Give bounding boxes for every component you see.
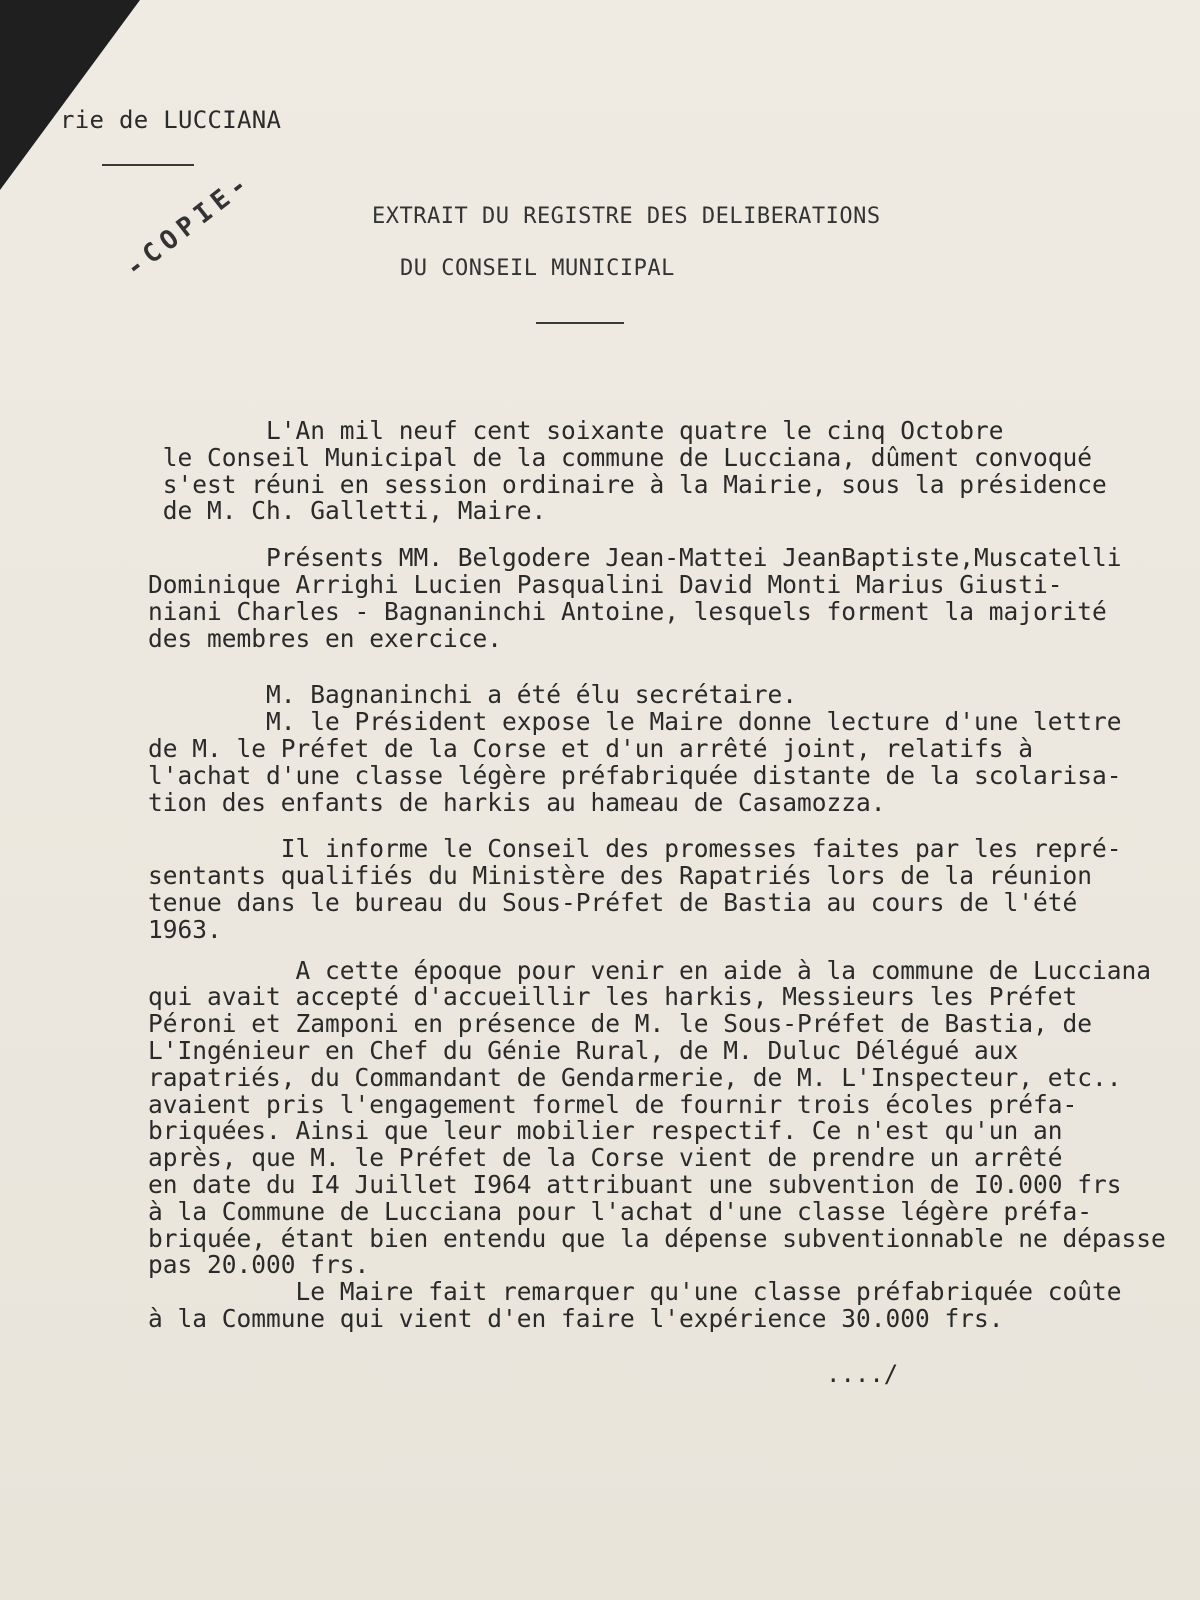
mairie-header: rie de LUCCIANA <box>60 106 282 134</box>
text-line: sentants qualifiés du Ministère des Rapatriés lors de la réunion <box>148 861 1093 891</box>
text-line: l'achat d'une classe légère préfabriquée distante de la scolarisa- <box>148 760 1122 790</box>
text-line: avaient pris l'engagement formel de fournir trois écoles préfa- <box>148 1089 1078 1119</box>
header-divider <box>102 164 194 166</box>
text-line: qui avait accepté d'accueillir les harkis, Messieurs les Préfet <box>148 982 1078 1012</box>
copie-stamp: -COPIE- <box>120 166 258 284</box>
text-line: Dominique Arrighi Lucien Pasqualini David Monti Marius Giusti- <box>148 569 1063 599</box>
title-line-1: EXTRAIT DU REGISTRE DES DELIBERATIONS <box>372 204 881 229</box>
text-line: A cette époque pour venir en aide à la commune de Lucciana <box>148 955 1152 985</box>
title-divider <box>536 322 624 324</box>
text-line: de M. le Préfet de la Corse et d'un arrêté joint, relatifs à <box>148 733 1034 763</box>
text-line: niani Charles - Bagnaninchi Antoine, lesquels forment la majorité <box>148 596 1107 626</box>
text-line: 1963. <box>148 914 222 944</box>
text-line: briquées. Ainsi que leur mobilier respectif. Ce n'est qu'un an <box>148 1116 1063 1146</box>
text-line: Le Maire fait remarquer qu'une classe préfabriquée coûte <box>148 1277 1122 1307</box>
title-line-2: DU CONSEIL MUNICIPAL <box>400 256 675 281</box>
text-line: à la Commune qui vient d'en faire l'expérience 30.000 frs. <box>148 1303 1004 1333</box>
text-line: en date du I4 Juillet I964 attribuant une subvention de I0.000 frs <box>148 1169 1122 1199</box>
text-line: de M. Ch. Galletti, Maire. <box>148 496 547 526</box>
text-line: L'Ingénieur en Chef du Génie Rural, de M. Duluc Délégué aux <box>148 1035 1019 1065</box>
text-line: Il informe le Conseil des promesses faites par les repré- <box>148 834 1122 864</box>
text-line: briquée, étant bien entendu que la dépense subventionnable ne dépasse <box>148 1223 1166 1253</box>
text-line: s'est réuni en session ordinaire à la Mairie, sous la présidence <box>148 469 1107 499</box>
text-line: Présents MM. Belgodere Jean-Mattei JeanBaptiste,Muscatelli <box>148 543 1122 573</box>
text-line: M. le Président expose le Maire donne lecture d'une lettre <box>148 707 1122 737</box>
text-line: pas 20.000 frs. <box>148 1250 370 1280</box>
continuation-mark: ..../ <box>826 1360 899 1388</box>
text-line: le Conseil Municipal de la commune de Lucciana, dûment convoqué <box>148 442 1093 472</box>
text-line: tenue dans le bureau du Sous-Préfet de Bastia au cours de l'été <box>148 887 1078 917</box>
folded-corner <box>0 0 140 190</box>
text-line: à la Commune de Lucciana pour l'achat d'une classe légère préfa- <box>148 1196 1093 1226</box>
text-line: des membres en exercice. <box>148 623 503 653</box>
text-line: Péroni et Zamponi en présence de M. le Sous-Préfet de Bastia, de <box>148 1009 1093 1039</box>
text-line: tion des enfants de harkis au hameau de Casamozza. <box>148 787 886 817</box>
text-line: après, que M. le Préfet de la Corse vient de prendre un arrêté <box>148 1143 1063 1173</box>
deliberation-body <box>148 418 1188 1333</box>
text-line: rapatriés, du Commandant de Gendarmerie, de M. L'Inspecteur, etc.. <box>148 1062 1122 1092</box>
text-line: M. Bagnaninchi a été élu secrétaire. <box>148 680 798 710</box>
text-line: L'An mil neuf cent soixante quatre le cinq Octobre <box>148 416 1004 445</box>
